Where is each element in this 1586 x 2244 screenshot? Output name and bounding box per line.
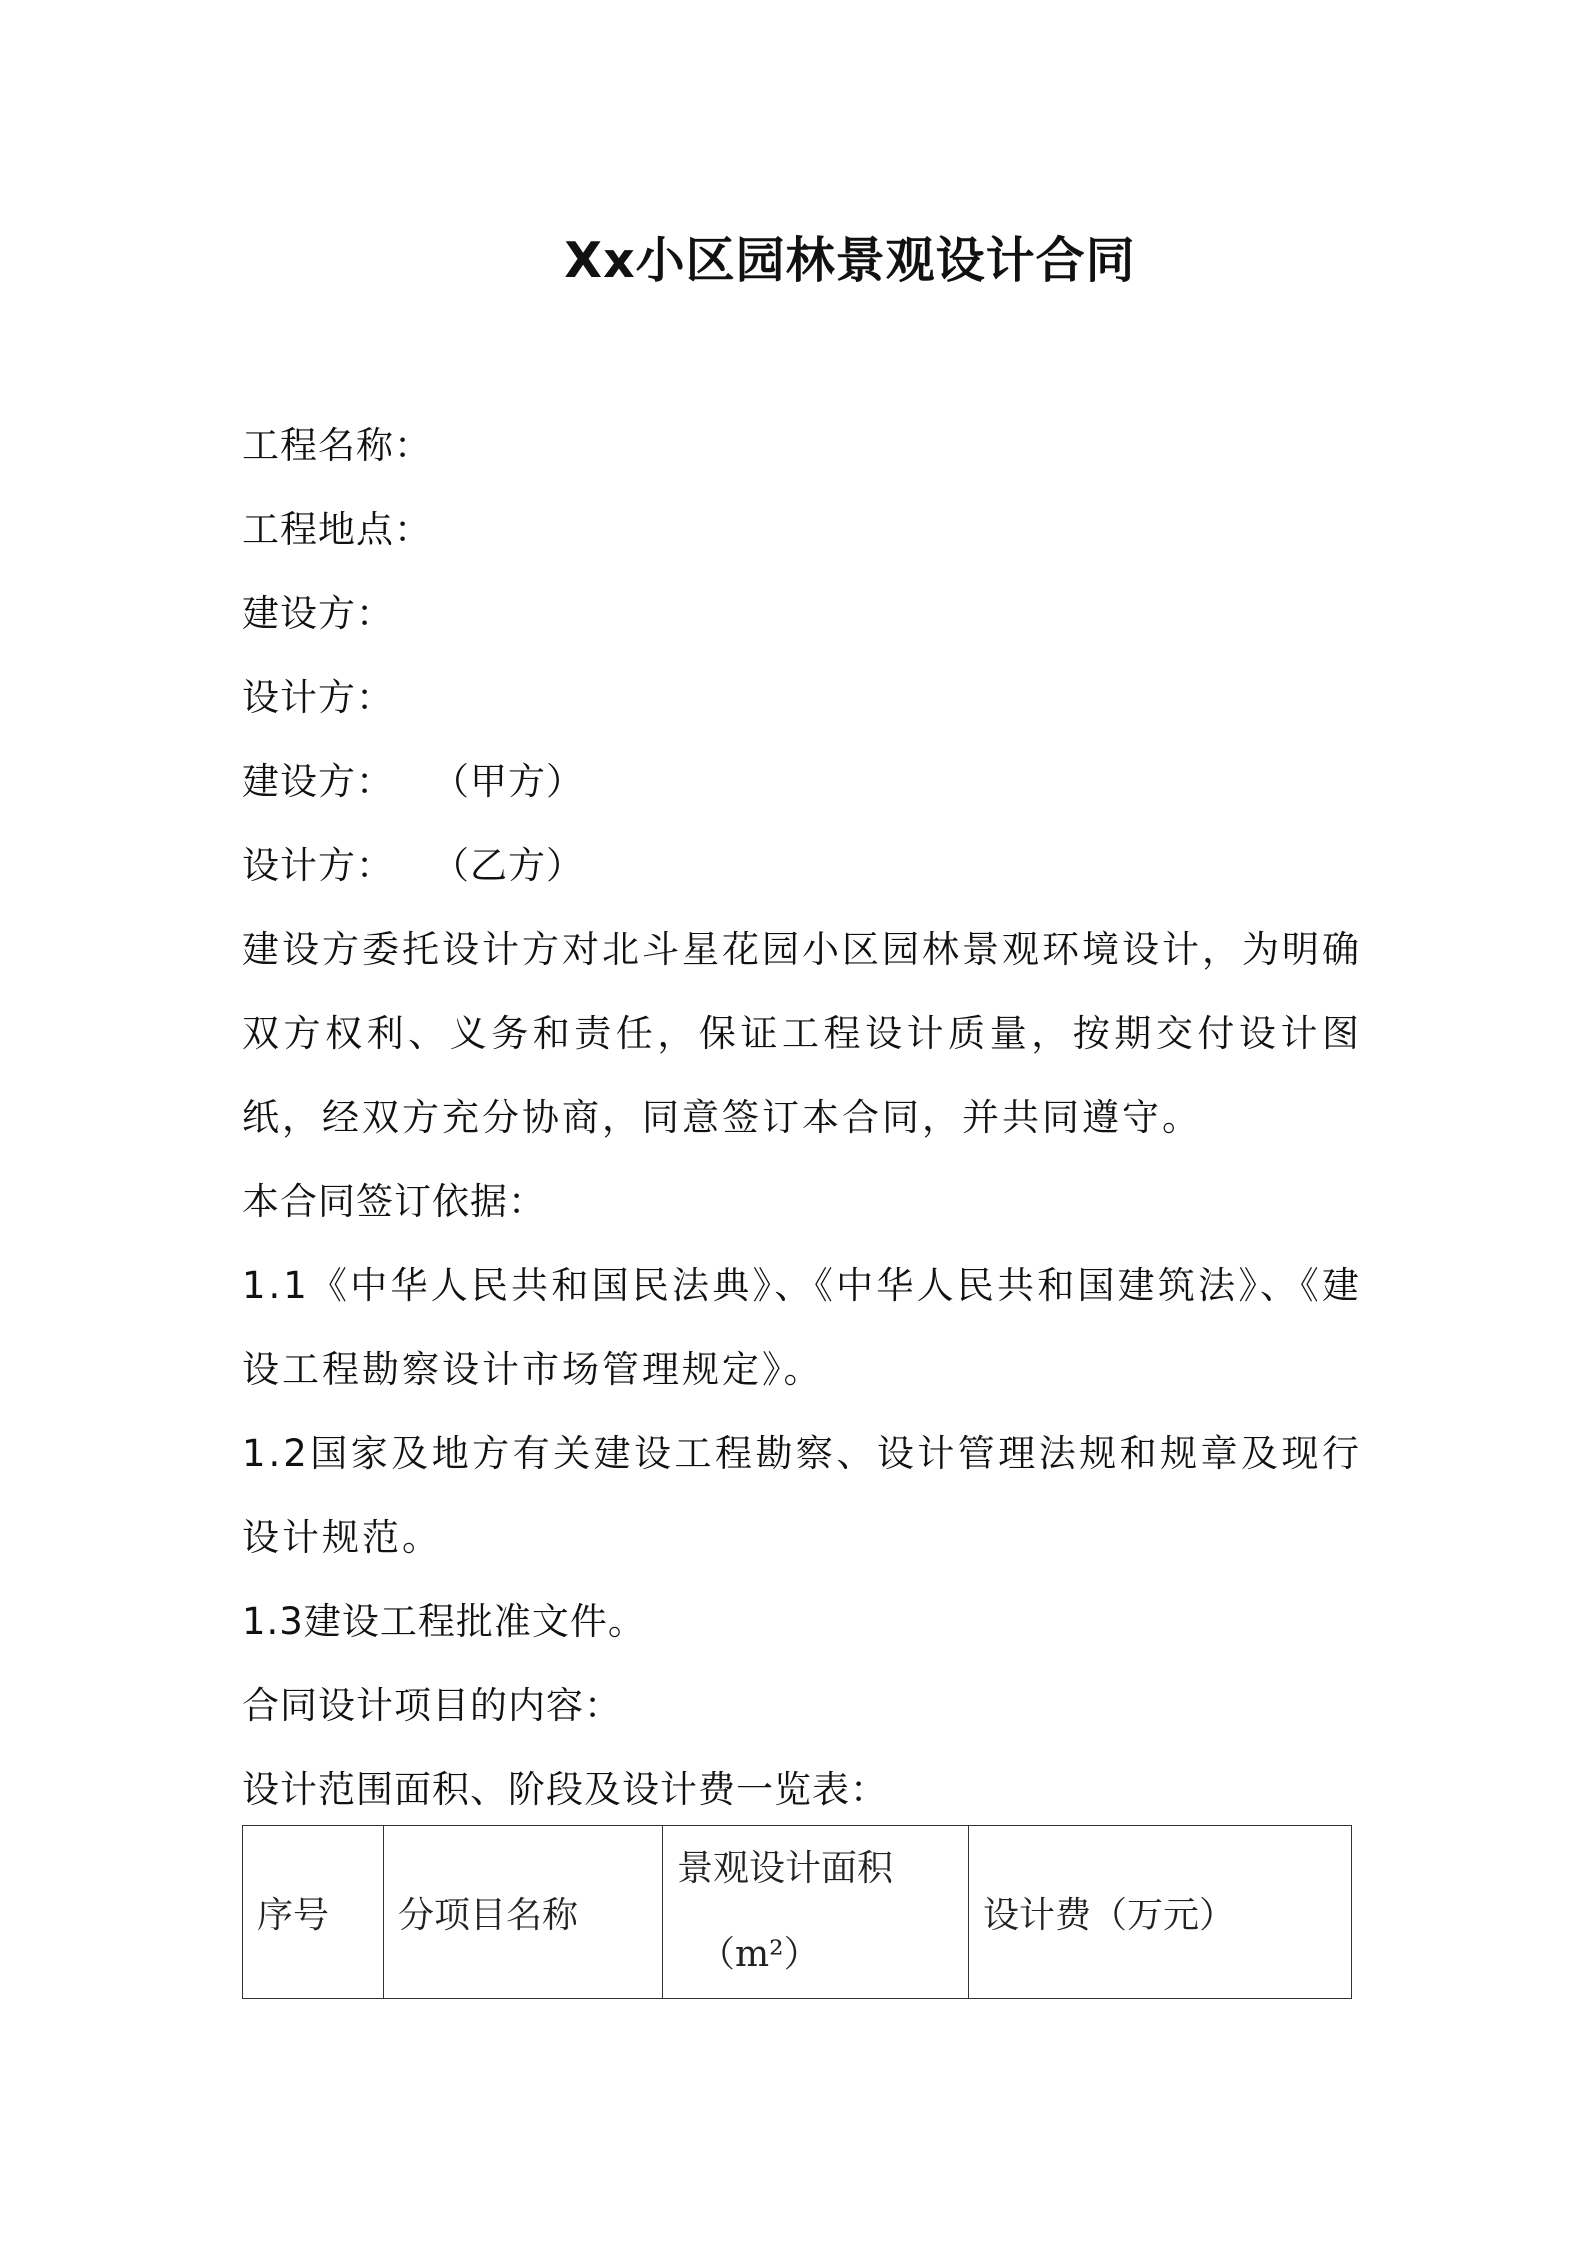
party-designer (242, 824, 1362, 908)
header-seq: 序号 (243, 1826, 384, 1999)
content-heading: 合同设计项目的内容： (242, 1684, 622, 1727)
field-project-location: 工程地点： (242, 508, 432, 551)
header-area-unit: （m²） (699, 1934, 820, 1975)
header-area-label: 景观设计面积 (677, 1848, 894, 1889)
header-item-name: 分项目名称 (384, 1826, 663, 1999)
table-heading: 设计范围面积、阶段及设计费一览表： (242, 1768, 888, 1811)
field-builder: 建设方： (242, 592, 394, 635)
field-designer: 设计方： (242, 676, 394, 719)
design-fee-table (242, 1825, 1352, 1999)
header-fee: 设计费（万元） (969, 1826, 1352, 1999)
basis-heading: 本合同签订依据： (242, 1180, 546, 1223)
party-builder-role: （甲方） (432, 760, 584, 803)
party-builder-label: 建设方： (242, 760, 394, 803)
party-designer-role: （乙方） (432, 844, 584, 887)
document-title: Xx小区园林景观设计合同 (564, 232, 1136, 289)
intro-paragraph: 建设方委托设计方对北斗星花园小区园林景观环境设计，为明确双方权利、义务和责任，保证工程设计质量，按期交付设计图纸，经双方充分协商，同意签订本合同，并共同遵守。 (242, 928, 1362, 1139)
document-body (242, 404, 1362, 1832)
table-header-row (243, 1826, 1352, 1999)
basis-item-2: 1.2国家及地方有关建设工程勘察、设计管理法规和规章及现行设计规范。 (242, 1432, 1362, 1559)
basis-item-1: 1.1《中华人民共和国民法典》、《中华人民共和国建筑法》、《建设工程勘察设计市场管理规定》。 (242, 1264, 1362, 1391)
party-designer-label: 设计方： (242, 844, 394, 887)
basis-item-3: 1.3建设工程批准文件。 (242, 1600, 646, 1643)
header-area (663, 1826, 969, 1999)
field-project-name: 工程名称： (242, 424, 432, 467)
party-builder (242, 740, 1362, 824)
